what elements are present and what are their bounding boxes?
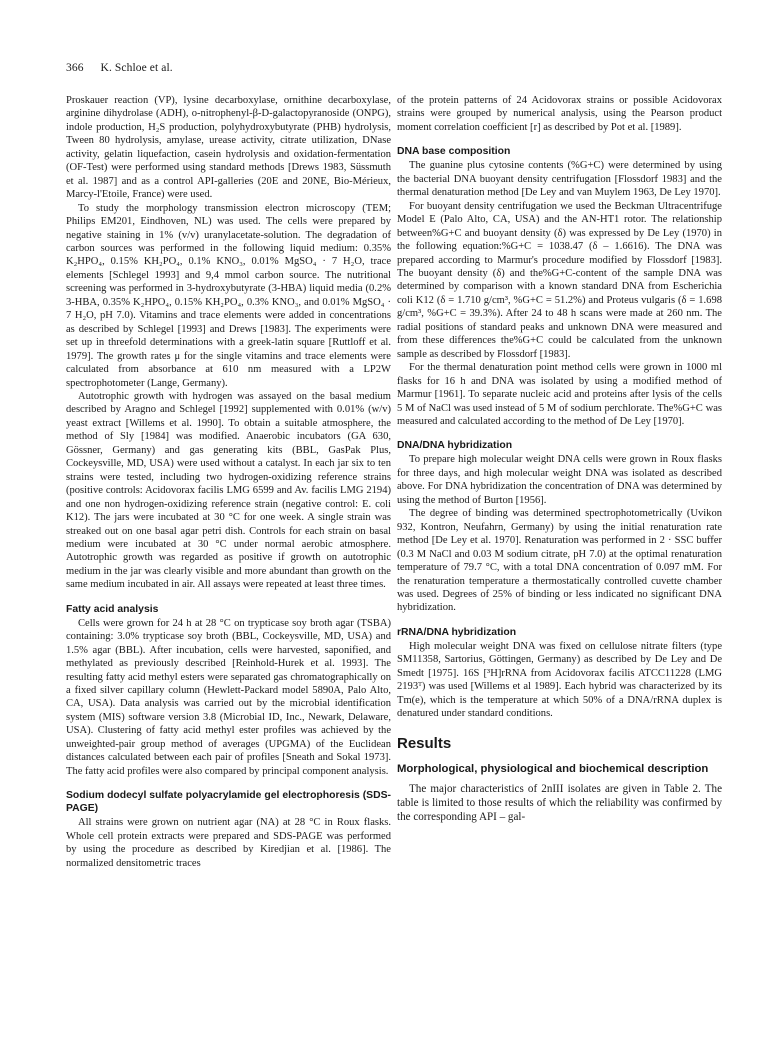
paragraph: The guanine plus cytosine contents (%G+C) were determined by using the bacterial DNA buoyant density centrifugation [Flossdorf 1983] and the thermal denaturation method [De Ley and van Muylem 1963, De Ley 1970]. (397, 160, 722, 199)
section-heading-dna-hybridization: DNA/DNA hybridization (397, 440, 513, 452)
paragraph: Cells were grown for 24 h at 28 °C on trypticase soy broth agar (TSBA) containing: 3.0% trypticase soy broth (BBL, Cockeysville, MD, USA) and 1.5% agar (BBL). After incubation, cells were harvested, saponified, and methylated as previously described [Reinhold-Hurek et al. 1993]. The resulting fatty acid methyl esters were separated gas chromatographically on a fixed silver capillary column (Hewlett-Packard model 5890A, Palo Alto, CA, USA). Data analysis was carried out by the microbial identification system (MIS) software version 3.8 (Microbial ID, Inc., Newark, Delaware, USA). Clustering of fatty acid methyl ester profiles was achieved by the unweighted-pair group method of averages (UPGMA) of the Euclidean distances calculated between each pair of profiles [Sneath and Sokal 1973]. The fatty acid profiles were also compared by principal component analysis. (66, 617, 391, 777)
paragraph: The major characteristics of 2nIII isolates are given in Table 2. The table is limited to those results of which the reliability was confirmed by the corresponding API – gal- (397, 783, 722, 824)
results-heading: Results (397, 734, 452, 752)
right-column (397, 94, 722, 825)
section-heading-fatty-acid: Fatty acid analysis (66, 603, 159, 615)
paragraph: To study the morphology transmission electron microscopy (TEM; Philips EM201, Eindhoven, NL) was used. The cells were prepared by negative staining in 1% (v/v) uranylacetate-solution. The degradation of carbon sources was performed in the following liquid medium: 0.35% K₂HPO₄, 0.15% KH₂PO₄, 0.1% KNO₃, 0.01% MgSO₄ · 7 H₂O, trace elements [Schlegel 1993] and 9,4 mmol carbon source. The nutritional screening was performed in 3-hydroxybutyrate (3-HBA) liquid media (0.2% 3-HBA, 0.35% K₂HPO₄, 0.15% KH₂PO₄, 0.3% KNO₃, and 0.01% MgSO₄ · 7 H₂O, pH 7.0). Vitamins and trace elements were added in concentrations as described by Schlegel [1993] and Drews [1983]. The experiments were set up in threefold determinations with a greek-latin square [Ruttloff et al. 1979]. The growth rates μ for the single vitamins and trace elements were calculated from absorbance at 610 nm measured with a LP2W spectrophotometer (Lange, Germany). (66, 202, 391, 389)
section-heading-sds-page: Sodium dodecyl sulfate polyacrylamide gel electrophoresis (SDS-PAGE) (66, 790, 391, 815)
paragraph: To prepare high molecular weight DNA cells were grown in Roux flasks for three days, and high molecular weight DNA was isolated as described above. For DNA hybridization the concentration of DNA was determined by using the method of Burton [1956]. (397, 454, 722, 506)
page-number: 366 (66, 62, 84, 74)
paragraph: High molecular weight DNA was fixed on cellulose nitrate filters (type SM11358, Sartorius, Göttingen, Germany) as described by De Ley and De Smedt [1975]. 16S [³H]rRNA from Acidovorax facilis ATCC11228 (LMG 2193ᵀ) was used [Willems et al 1989]. Each hybrid was characterized by its Tm(e), which is the temperature at which 50% of a DNA/rRNA duplex is denatured under standard conditions. (397, 640, 722, 720)
paragraph: of the protein patterns of 24 Acidovorax strains or possible Acidovorax strains were grouped by numerical analysis, using the Pearson product moment correlation coefficient [r] as described by Pot et al. [1989]. (397, 95, 722, 133)
section-heading-rrna-dna: rRNA/DNA hybridization (397, 626, 517, 638)
section-heading-morphology: Morphological, physiological and biochemical description (397, 762, 709, 775)
paragraph: For the thermal denaturation point method cells were grown in 1000 ml flasks for 16 h and DNA was isolated by using a modified method of Marmur [1961]. To separate nucleic acid and proteins after lysis of the cells 5 M of NaCl was used instead of 5 M of sodium perchlorate. The%G+C was measured and calculated according to the method of De Ley [1970]. (397, 362, 722, 427)
paragraph: Proskauer reaction (VP), lysine decarboxylase, ornithine decarboxylase, arginine dihydrolase (ADH), o-nitrophenyl-β-D-galactopyranoside (ONPG), indole production, H₂S production, polyhydroxybutyrate (PHB) hydrolysis, Tween 80 hydrolysis, amylase, urease activity, citrate utilization, DNase activity, gelatin liquefaction, casein hydrolysis and oxidation-fermentation (OF-Test) were performed using standard methods [Drews 1983, Süssmuth et al. 1987] and as a control API-galleries (20E and 20NE, Bio-Mérieux, Marcy-l'Etoile, France) were used. (66, 95, 391, 201)
left-column (66, 94, 391, 870)
paragraph: For buoyant density centrifugation we used the Beckman Ultracentrifuge Model E (Palo Alto, CA, USA) and the AN-HT1 rotor. The relationship between%G+C and buoyant density (δ) was expressed by De Ley (1970) in the following equation:%G+C = 1038.47 (δ – 1.6616). The DNA was prepared according to Marmur's procedure modified by Flossdorf [1983]. The buoyant density (δ) and the%G+C-content of the sample DNA was determined by comparison with a known standard DNA from Escherichia coli K12 (δ = 1.710 g/cm³, %G+C = 51.2%) and Proteus vulgaris (δ = 1.698 g/cm³, %G+C = 39.3%). After 24 to 48 h scans were made at 260 nm. The radial positions of standard peaks and unknown DNA were measured and from these differences the%G+C could be calculated from the unknown sample as described by Flossdorf [1983]. (397, 200, 722, 360)
section-heading-dna-base: DNA base composition (397, 146, 511, 158)
paragraph: The degree of binding was determined spectrophotometrically (Uvikon 932, Kontron, Neufahrn, Germany) by using the initial renaturation rate method [De Ley et al. 1970]. Renaturation was performed in 2 · SSC buffer (0.3 M NaCl and 0.03 M sodium citrate, pH 7.0) at the optimal renaturation temperature of 79.7 °C, with a total DNA concentration of 0.097 mM. For the renaturation temperature a thermostatically controlled cuvette chamber was used. Degrees of 25% of binding or less indicated no significant DNA hybridization. (397, 508, 722, 614)
paragraph: Autotrophic growth with hydrogen was assayed on the basal medium described by Aragno and Schlegel [1992] supplemented with 0.01% (w/v) yeast extract [Willems et al. 1990]. To obtain a suitable atmosphere, the method of Sly [1984] was modified. Anaerobic incubators (GA 630, Gössner, Germany) and gas generating kits (BBL, GasPak Plus, Cockeysville, MD, USA) were used without a catalyst. In each jar six to ten strains were tested, including two hydrogen-oxidizing reference strains (positive controls: Acidovorax facilis LMG 6599 and Av. facilis LMG 2194) and one non hydrogen-oxidizing reference strain (negative control: E. coli K12). The jars were incubated at 30 °C for one week. A single strain was streaked out on one basal agar petri dish. Controls for each strain on basal medium were incubated at 30 °C under normal aerobic atmosphere. Autotrophic growth was regarded as positive if growth on autotrophic medium in the jar was clearly visible and more abundant than growth on the same medium incubated in air. All assays were repeated at least three times. (66, 390, 391, 591)
running-head (66, 62, 173, 74)
paragraph: All strains were grown on nutrient agar (NA) at 28 °C in Roux flasks. Whole cell protein extracts were prepared and SDS-PAGE was performed by using the procedure as described by Kiredjian et al. [1986]. The normalized densitometric traces (66, 817, 391, 869)
running-head-authors: K. Schloe et al. (100, 62, 173, 74)
